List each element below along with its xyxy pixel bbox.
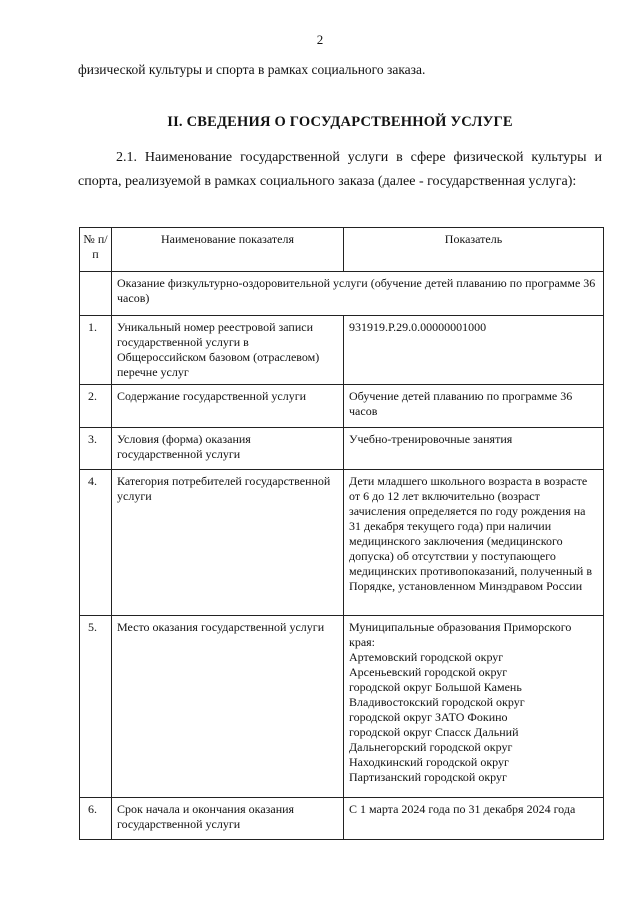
table-row <box>80 385 604 428</box>
table-row <box>80 616 604 798</box>
row-num: 1. <box>80 316 112 385</box>
row-value-list <box>344 616 604 798</box>
row-num: 3. <box>80 428 112 470</box>
region-item: Партизанский городской округ <box>349 770 507 784</box>
header-indicator-name: Наименование показателя <box>112 228 344 272</box>
row-num: 6. <box>80 798 112 840</box>
table-row <box>80 428 604 470</box>
region-item: Арсеньевский городской округ <box>349 665 508 679</box>
region-item: Находкинский городской округ <box>349 755 509 769</box>
continuation-text: физической культуры и спорта в рамках социального заказа. <box>78 62 426 77</box>
row-name: Содержание государственной услуги <box>112 385 344 428</box>
region-item: Дальнегорский городской округ <box>349 740 513 754</box>
service-title-num-cell <box>80 272 112 316</box>
row-name: Уникальный номер реестровой записи государственной услуги в Общероссийском базовом (отраслевом) перечне услуг <box>112 316 344 385</box>
table-row <box>80 798 604 840</box>
service-title-row <box>80 272 604 316</box>
region-item: городской округ ЗАТО Фокино <box>349 710 508 724</box>
row-num: 2. <box>80 385 112 428</box>
region-item: Артемовский городской округ <box>349 650 504 664</box>
row-value: С 1 марта 2024 года по 31 декабря 2024 года <box>344 798 604 840</box>
table-header-row <box>80 228 604 272</box>
table-row <box>80 470 604 616</box>
region-item: городской округ Большой Камень <box>349 680 522 694</box>
table-row <box>80 316 604 385</box>
row-value: Дети младшего школьного возраста в возрасте от 6 до 12 лет включительно (возраст зачисления определяется по году рождения на 31 декабря текущего года) при наличии медицинского заключения (медицинского допуска) об отсутствии у поступающего медицинских противопоказаний, полученный в Порядке, установленном Минздравом России <box>344 470 604 616</box>
service-title: Оказание физкультурно-оздоровительной услуги (обучение детей плаванию по программе 36 часов) <box>112 272 604 316</box>
intro-text: 2.1. Наименование государственной услуги в сфере физической культуры и спорта, реализуемой в рамках социального заказа (далее - государственная услуга): <box>78 150 602 189</box>
service-table <box>79 227 604 840</box>
row-num: 4. <box>80 470 112 616</box>
region-heading: Муниципальные образования Приморского края: <box>349 620 572 649</box>
intro-paragraph <box>78 146 602 194</box>
header-num: № п/п <box>80 228 112 272</box>
region-item: Владивостокский городской округ <box>349 695 525 709</box>
row-num: 5. <box>80 616 112 798</box>
region-item: городской округ Спасск Дальний <box>349 725 519 739</box>
row-value: Учебно-тренировочные занятия <box>344 428 604 470</box>
row-value: Обучение детей плаванию по программе 36 часов <box>344 385 604 428</box>
row-name: Категория потребителей государственной услуги <box>112 470 344 616</box>
page-number: 2 <box>316 32 324 47</box>
row-name: Срок начала и окончания оказания государственной услуги <box>112 798 344 840</box>
row-value: 931919.Р.29.0.00000001000 <box>344 316 604 385</box>
header-indicator: Показатель <box>344 228 604 272</box>
row-name: Место оказания государственной услуги <box>112 616 344 798</box>
row-name: Условия (форма) оказания государственной услуги <box>112 428 344 470</box>
section-heading: II. СВЕДЕНИЯ О ГОСУДАРСТВЕННОЙ УСЛУГЕ <box>167 114 513 130</box>
